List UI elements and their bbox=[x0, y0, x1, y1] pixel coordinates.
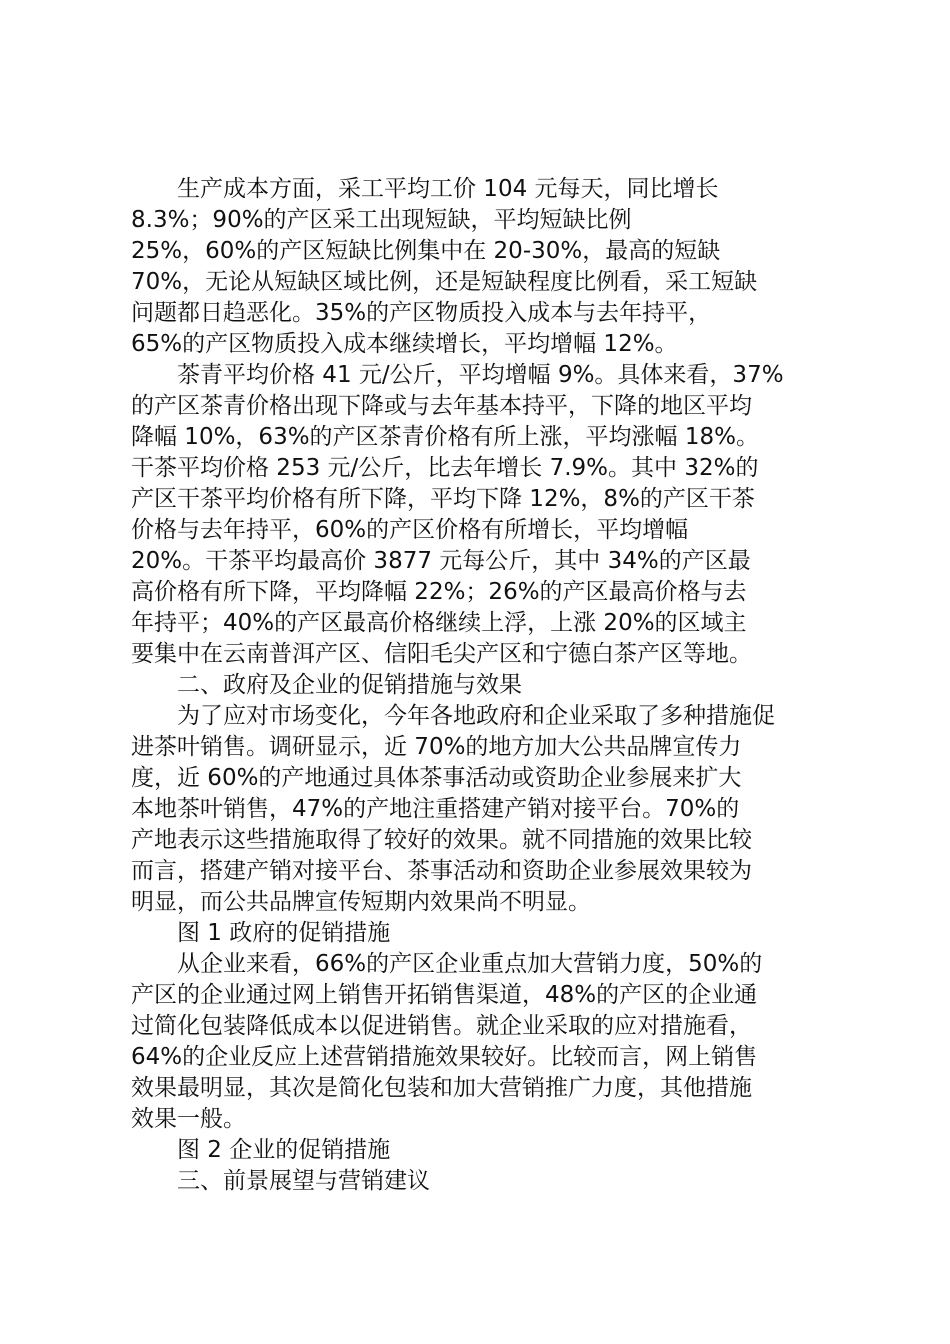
text-line: 20%。干茶平均最高价 3877 元每公斤，其中 34%的产区最 bbox=[131, 548, 751, 574]
figure-2-caption bbox=[131, 1135, 831, 1166]
text-line: 降幅 10%，63%的产区茶青价格有所上涨，平均涨幅 18%。 bbox=[131, 424, 759, 450]
text-line: 效果最明显，其次是简化包装和加大营销推广力度，其他措施 bbox=[131, 1075, 752, 1101]
section-heading: 二、政府及企业的促销措施与效果 bbox=[131, 672, 522, 698]
text-line: 而言，搭建产销对接平台、茶事活动和资助企业参展效果较为 bbox=[131, 858, 752, 884]
text-line: 64%的企业反应上述营销措施效果较好。比较而言，网上销售 bbox=[131, 1044, 758, 1070]
text-line: 度，近 60%的产地通过具体茶事活动或资助企业参展来扩大 bbox=[131, 765, 742, 791]
text-line: 70%，无论从短缺区域比例，还是短缺程度比例看，采工短缺 bbox=[131, 269, 758, 295]
text-line: 过简化包装降低成本以促进销售。就企业采取的应对措施看， bbox=[131, 1013, 752, 1039]
text-line: 25%，60%的产区短缺比例集中在 20-30%，最高的短缺 bbox=[131, 238, 721, 264]
text-line: 为了应对市场变化，今年各地政府和企业采取了多种措施促 bbox=[131, 703, 775, 729]
section-heading-promotion bbox=[131, 670, 831, 701]
paragraph-tea-prices bbox=[131, 360, 831, 670]
figure-caption: 图 2 企业的促销措施 bbox=[131, 1137, 391, 1163]
text-line: 的产区茶青价格出现下降或与去年基本持平，下降的地区平均 bbox=[131, 393, 752, 419]
text-line: 8.3%；90%的产区采工出现短缺，平均短缺比例 bbox=[131, 207, 632, 233]
paragraph-production-cost bbox=[131, 174, 831, 360]
paragraph-government-measures bbox=[131, 701, 831, 918]
text-line: 产地表示这些措施取得了较好的效果。就不同措施的效果比较 bbox=[131, 827, 752, 853]
text-line: 干茶平均价格 253 元/公斤，比去年增长 7.9%。其中 32%的 bbox=[131, 455, 759, 481]
text-line: 进茶叶销售。调研显示，近 70%的地方加大公共品牌宣传力 bbox=[131, 734, 742, 760]
text-line: 本地茶叶销售，47%的产地注重搭建产销对接平台。70%的 bbox=[131, 796, 740, 822]
text-line: 茶青平均价格 41 元/公斤，平均增幅 9%。具体来看，37% bbox=[131, 362, 784, 388]
document-body bbox=[131, 174, 831, 1197]
text-line: 价格与去年持平，60%的产区价格有所增长，平均增幅 bbox=[131, 517, 689, 543]
figure-1-caption bbox=[131, 918, 831, 949]
section-heading-outlook bbox=[131, 1166, 831, 1197]
text-line: 年持平；40%的产区最高价格继续上浮，上涨 20%的区域主 bbox=[131, 610, 747, 636]
text-line: 效果一般。 bbox=[131, 1106, 246, 1132]
text-line: 高价格有所下降，平均降幅 22%；26%的产区最高价格与去 bbox=[131, 579, 747, 605]
text-line: 明显，而公共品牌宣传短期内效果尚不明显。 bbox=[131, 889, 591, 915]
text-line: 生产成本方面，采工平均工价 104 元每天，同比增长 bbox=[131, 176, 719, 202]
text-line: 要集中在云南普洱产区、信阳毛尖产区和宁德白茶产区等地。 bbox=[131, 641, 752, 667]
figure-caption: 图 1 政府的促销措施 bbox=[131, 920, 391, 946]
paragraph-enterprise-measures bbox=[131, 949, 831, 1135]
text-line: 65%的产区物质投入成本继续增长，平均增幅 12%。 bbox=[131, 331, 678, 357]
text-line: 产区干茶平均价格有所下降，平均下降 12%，8%的产区干茶 bbox=[131, 486, 755, 512]
text-line: 产区的企业通过网上销售开拓销售渠道，48%的产区的企业通 bbox=[131, 982, 758, 1008]
text-line: 问题都日趋恶化。35%的产区物质投入成本与去年持平， bbox=[131, 300, 712, 326]
text-line: 从企业来看，66%的产区企业重点加大营销力度，50%的 bbox=[131, 951, 763, 977]
section-heading: 三、前景展望与营销建议 bbox=[131, 1168, 430, 1194]
